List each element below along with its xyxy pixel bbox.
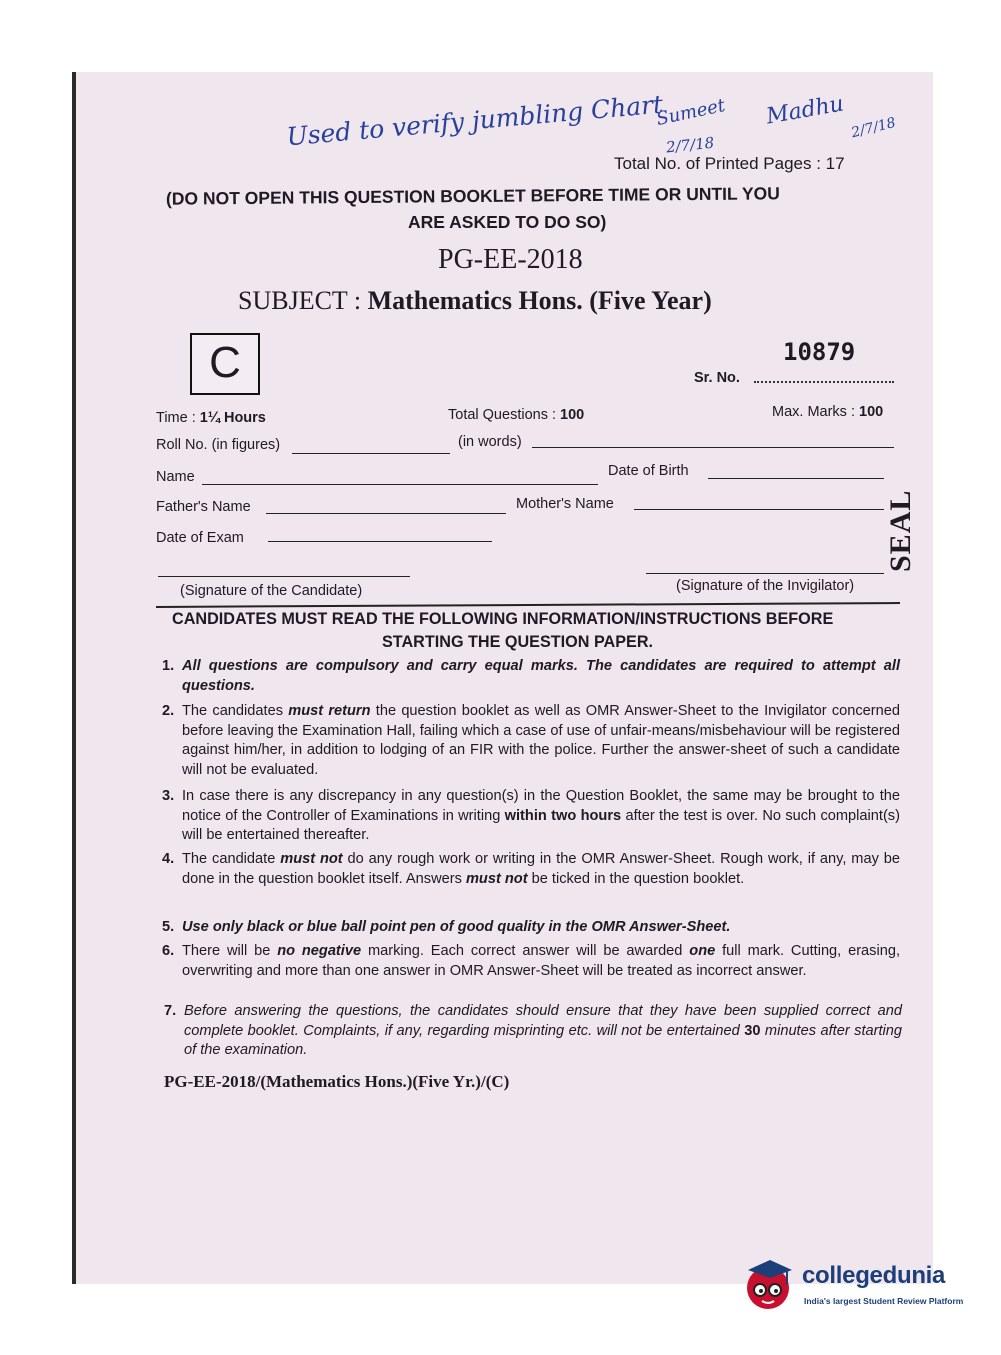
- seal-label: SEAL: [884, 489, 917, 572]
- candidate-signature-line[interactable]: [158, 576, 410, 577]
- instruction-text: Use only black or blue ball point pen of good quality in the OMR Answer-Sheet.: [182, 919, 731, 935]
- time-label: Time :: [156, 410, 200, 426]
- serial-dotted-line: [754, 381, 894, 383]
- total-questions-value: 100: [560, 407, 585, 423]
- instruction-text-part: There will be: [182, 943, 278, 959]
- handwritten-date-2: 2/7/18: [849, 114, 898, 142]
- footer-booklet-code: PG-EE-2018/(Mathematics Hons.)(Five Yr.)/(C): [164, 1072, 510, 1091]
- max-marks-value: 100: [859, 404, 884, 420]
- instruction-text-part: The candidates: [182, 703, 289, 719]
- instruction-number: 7.: [164, 1003, 177, 1019]
- serial-number: 10879: [783, 338, 856, 366]
- instruction-text: [184, 1002, 902, 1061]
- instruction-text-part: the question booklet as well as OMR Answer-Sheet to the Invigilator concerned before leaving the Examination Hall, failing which a case of use of unfair-means/misbehaviour will be registered against him/her, in addition to lodging of an FIR with the police. Further the answer-sheet of such a candidate will not be evaluated.: [182, 703, 900, 778]
- instruction-item-3: [162, 787, 900, 846]
- instruction-text-part: Before answering the questions, the candidates should ensure that they have been supplied correct and complete booklet. Complaints, if any, regarding misprinting etc. will not be entertained: [184, 1003, 902, 1039]
- time-value: 1¼ Hours: [199, 410, 266, 426]
- max-marks-label: Max. Marks :: [772, 404, 860, 420]
- instruction-text: [182, 850, 900, 889]
- roll-words-line[interactable]: [532, 447, 894, 448]
- instruction-emphasis: must not: [465, 870, 528, 887]
- brand-name: collegedunia: [802, 1262, 946, 1289]
- handwritten-note: Used to verify jumbling Chart: [285, 89, 665, 152]
- instruction-number: 3.: [162, 788, 175, 804]
- name-line[interactable]: [202, 484, 598, 485]
- total-printed-pages: Total No. of Printed Pages : 17: [614, 154, 845, 173]
- invigilator-signature-label: (Signature of the Invigilator): [676, 578, 855, 594]
- instruction-number: 5.: [162, 919, 175, 935]
- father-name-label: Father's Name: [156, 499, 251, 515]
- mascot-logo-icon: [742, 1256, 798, 1312]
- total-questions-label: Total Questions :: [448, 407, 561, 423]
- roll-figures-label: Roll No. (in figures): [156, 437, 281, 453]
- instruction-emphasis: must not: [280, 851, 343, 867]
- instruction-number: 4.: [162, 851, 175, 867]
- instructions-heading-line-1: CANDIDATES MUST READ THE FOLLOWING INFORMATION/INSTRUCTIONS BEFORE: [172, 610, 834, 628]
- mother-name-label: Mother's Name: [516, 496, 614, 512]
- instruction-text: [182, 787, 900, 846]
- max-marks-info: [772, 404, 883, 420]
- instruction-emphasis: no negative: [277, 943, 362, 959]
- instruction-text-part: The candidate: [182, 851, 281, 867]
- instruction-item-7: [164, 1002, 903, 1061]
- instruction-number: 6.: [162, 943, 175, 959]
- instruction-text-part: marking. Each correct answer will be awarded: [361, 943, 690, 959]
- instruction-item-2: [162, 702, 900, 780]
- instruction-text-part: minutes after starting of the examination.: [184, 1022, 903, 1058]
- warning-line-2: ARE ASKED TO DO SO): [408, 212, 607, 232]
- brand-tagline: India's largest Student Review Platform: [804, 1296, 964, 1306]
- instruction-item-6: [162, 942, 901, 981]
- instruction-item-1: [162, 657, 900, 696]
- instruction-text-part: full mark. Cutting, erasing, overwriting and more than one answer in OMR Answer-Sheet will be treated as incorrect answer.: [182, 943, 901, 979]
- name-label: Name: [156, 469, 195, 485]
- mother-name-line[interactable]: [634, 509, 884, 510]
- instruction-item-4: [162, 850, 900, 889]
- instruction-emphasis: within two hours: [504, 807, 622, 824]
- booklet-set-letter: C: [209, 338, 241, 387]
- candidate-signature-label: (Signature of the Candidate): [180, 583, 363, 599]
- question-booklet-sheet: [72, 72, 933, 1284]
- instruction-text-part: In case there is any discrepancy in any question(s) in the Question Booklet, the same may be brought to the notice of the Controller of Examinations in writing: [182, 788, 900, 824]
- instruction-number: 1.: [162, 658, 175, 674]
- collegedunia-watermark[interactable]: [742, 1256, 972, 1316]
- instruction-emphasis: one: [689, 943, 716, 959]
- subject-value: Mathematics Hons. (Five Year): [367, 286, 712, 315]
- total-questions-info: [448, 407, 584, 423]
- handwritten-signature-1: Sumeet: [654, 95, 727, 130]
- handwritten-signature-2: Madhu: [764, 91, 846, 130]
- instruction-text: All questions are compulsory and carry equal marks. The candidates are required to attempt all questions.: [182, 658, 900, 694]
- handwritten-date-1: 2/7/18: [665, 133, 716, 157]
- subject-label: SUBJECT :: [238, 286, 362, 315]
- exam-date-label: Date of Exam: [156, 530, 244, 546]
- warning-line-1: (DO NOT OPEN THIS QUESTION BOOKLET BEFORE TIME OR UNTIL YOU: [165, 183, 780, 209]
- father-name-line[interactable]: [266, 513, 506, 514]
- instruction-item-5: [162, 918, 900, 938]
- dob-line[interactable]: [708, 478, 884, 479]
- instruction-text-part: be ticked in the question booklet.: [527, 870, 745, 887]
- serial-label: Sr. No.: [694, 370, 740, 386]
- section-divider: [156, 602, 900, 608]
- instruction-text: [182, 702, 900, 780]
- roll-figures-line[interactable]: [292, 453, 450, 454]
- instruction-emphasis: 30: [744, 1022, 761, 1039]
- dob-label: Date of Birth: [608, 463, 689, 479]
- invigilator-signature-line[interactable]: [646, 573, 884, 574]
- instruction-emphasis: must return: [288, 703, 371, 719]
- instruction-text: [182, 942, 900, 981]
- roll-words-label: (in words): [458, 434, 522, 450]
- subject-line: [238, 286, 712, 316]
- instruction-number: 2.: [162, 703, 175, 719]
- instruction-text-part: do any rough work or writing in the OMR Answer-Sheet. Rough work, if any, may be done in the question booklet itself. Answers: [182, 851, 900, 887]
- exam-code-title: PG-EE-2018: [438, 244, 583, 275]
- instruction-text-part: after the test is over. No such complaint(s) will be entertained thereafter.: [182, 807, 900, 843]
- time-info: [156, 410, 266, 426]
- exam-date-line[interactable]: [268, 541, 492, 542]
- instructions-heading-line-2: STARTING THE QUESTION PAPER.: [382, 633, 654, 651]
